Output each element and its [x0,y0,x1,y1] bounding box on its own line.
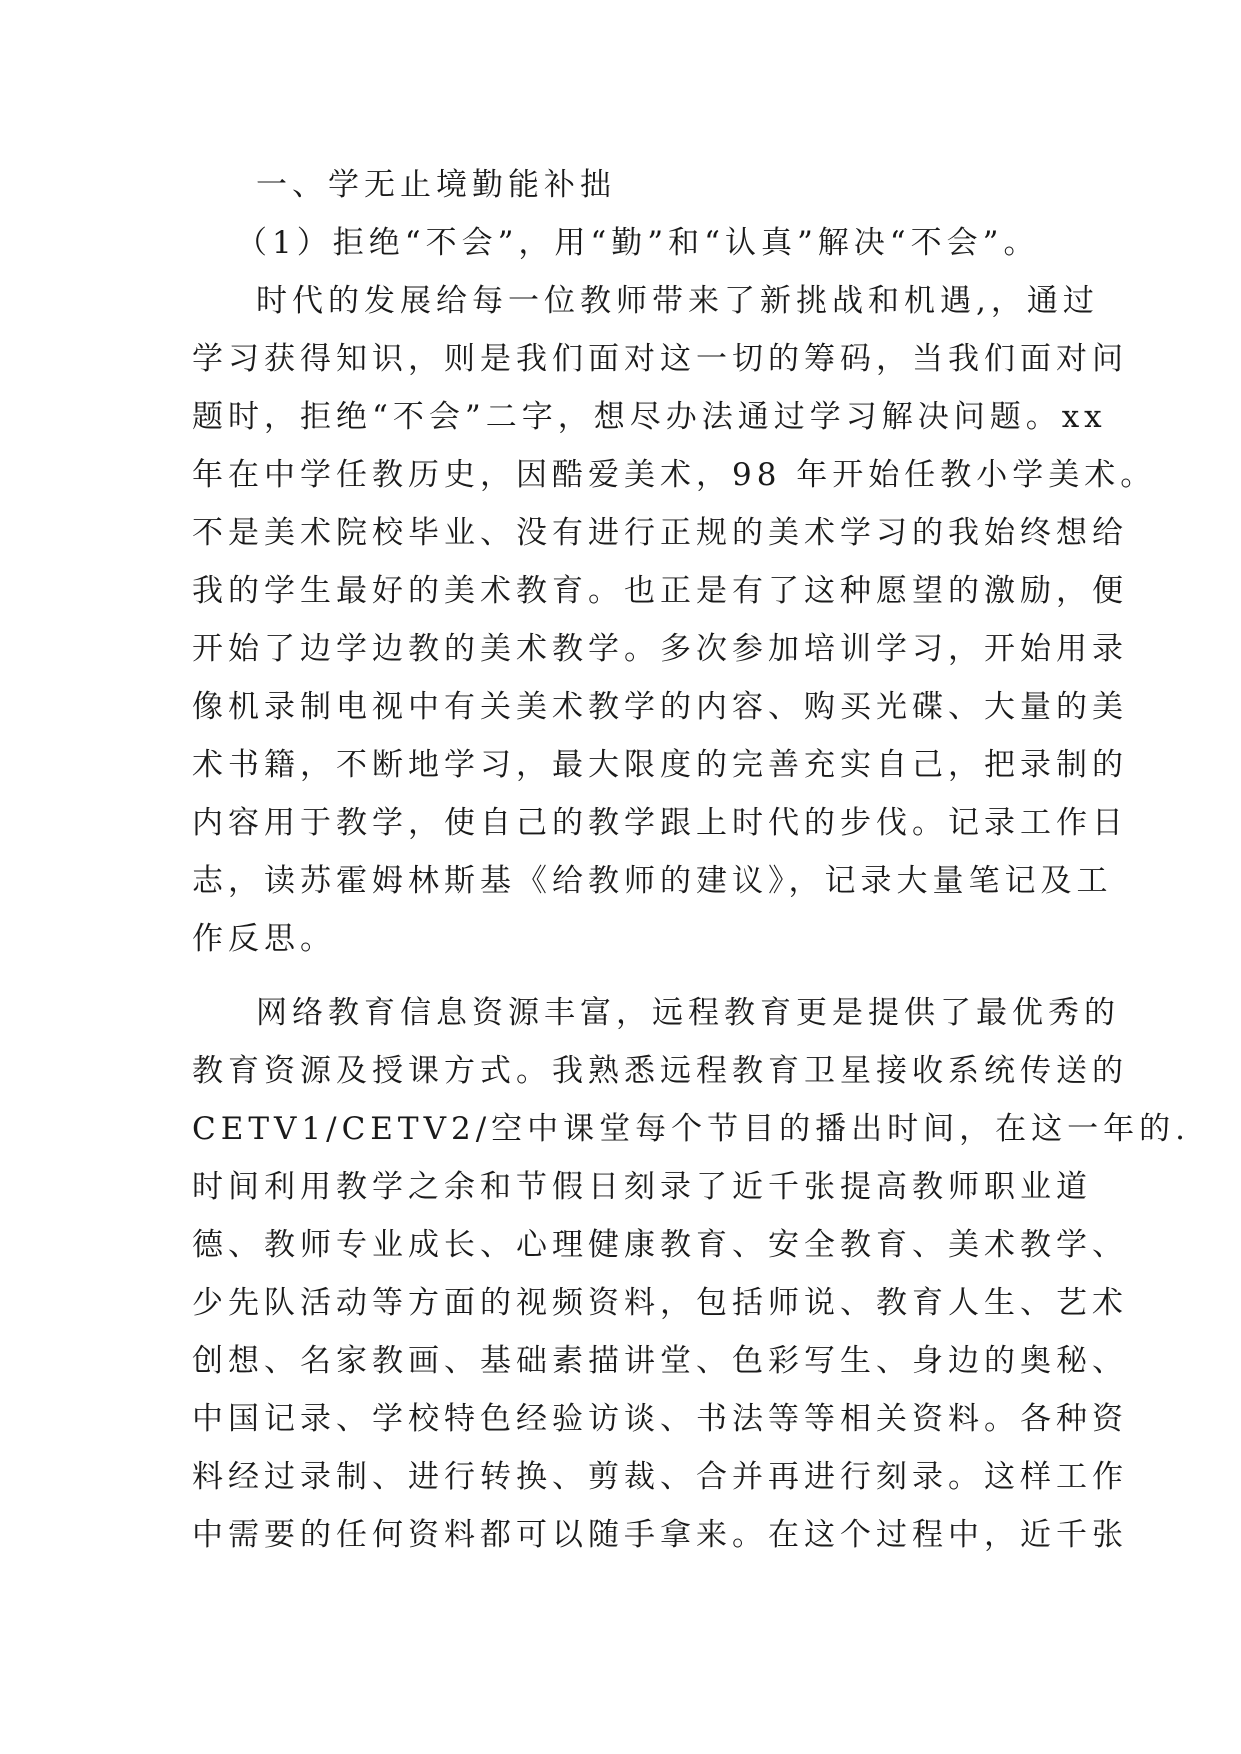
paragraph-spacer [192,968,1062,984]
paragraph-line: 不是美术院校毕业、没有进行正规的美术学习的我始终想给 [192,515,1128,551]
paragraph-line: 中国记录、学校特色经验访谈、书法等等相关资料。各种资 [192,1401,1128,1437]
document-body [192,156,1191,1564]
paragraph-line: 术书籍，不断地学习，最大限度的完善充实自己，把录制的 [192,747,1128,783]
paragraph-line: 题时，拒绝“不会”二字，想尽办法通过学习解决问题。xx [192,399,1107,435]
paragraph-line: 时间利用教学之余和节假日刻录了近千张提高教师职业道 [192,1169,1092,1205]
paragraph-line: 像机录制电视中有关美术教学的内容、购买光碟、大量的美 [192,689,1128,725]
paragraph-line: 我的学生最好的美术教育。也正是有了这种愿望的激励，便 [192,573,1128,609]
paragraph-line: 开始了边学边教的美术教学。多次参加培训学习，开始用录 [192,631,1128,667]
paragraph-line: 中需要的任何资料都可以随手拿来。在这个过程中，近千张 [192,1517,1128,1553]
paragraph-line: 时代的发展给每一位教师带来了新挑战和机遇,，通过 [256,283,1099,319]
paragraph-line: 网络教育信息资源丰富，远程教育更是提供了最优秀的 [256,995,1120,1031]
paragraph-2 [192,984,1191,1564]
paragraph-line: 创想、名家教画、基础素描讲堂、色彩写生、身边的奥秘、 [192,1343,1128,1379]
paragraph-line: 内容用于教学，使自己的教学跟上时代的步伐。记录工作日 [192,805,1128,841]
section-heading: 一、学无止境勤能补拙 [256,167,616,203]
paragraph-line: CETV1/CETV2/空中课堂每个节目的播出时间，在这一年的. [192,1111,1191,1147]
paragraph-line: 志，读苏霍姆林斯基《给教师的建议》，记录大量笔记及工 [192,863,1113,899]
paragraph-1 [192,272,1157,968]
paragraph-line: 教育资源及授课方式。我熟悉远程教育卫星接收系统传送的 [192,1053,1128,1089]
paragraph-line: 料经过录制、进行转换、剪裁、合并再进行刻录。这样工作 [192,1459,1128,1495]
paragraph-line: 少先队活动等方面的视频资料，包括师说、教育人生、艺术 [192,1285,1128,1321]
subsection-heading: （1）拒绝“不会”，用“勤”和“认真”解决“不会”。 [236,225,1040,261]
paragraph-line: 学习获得知识，则是我们面对这一切的筹码，当我们面对问 [192,341,1128,377]
paragraph-line: 德、教师专业成长、心理健康教育、安全教育、美术教学、 [192,1227,1128,1263]
paragraph-line: 年在中学任教历史，因酷爱美术，98 年开始任教小学美术。 [192,457,1157,493]
paragraph-line: 作反思。 [192,921,336,957]
